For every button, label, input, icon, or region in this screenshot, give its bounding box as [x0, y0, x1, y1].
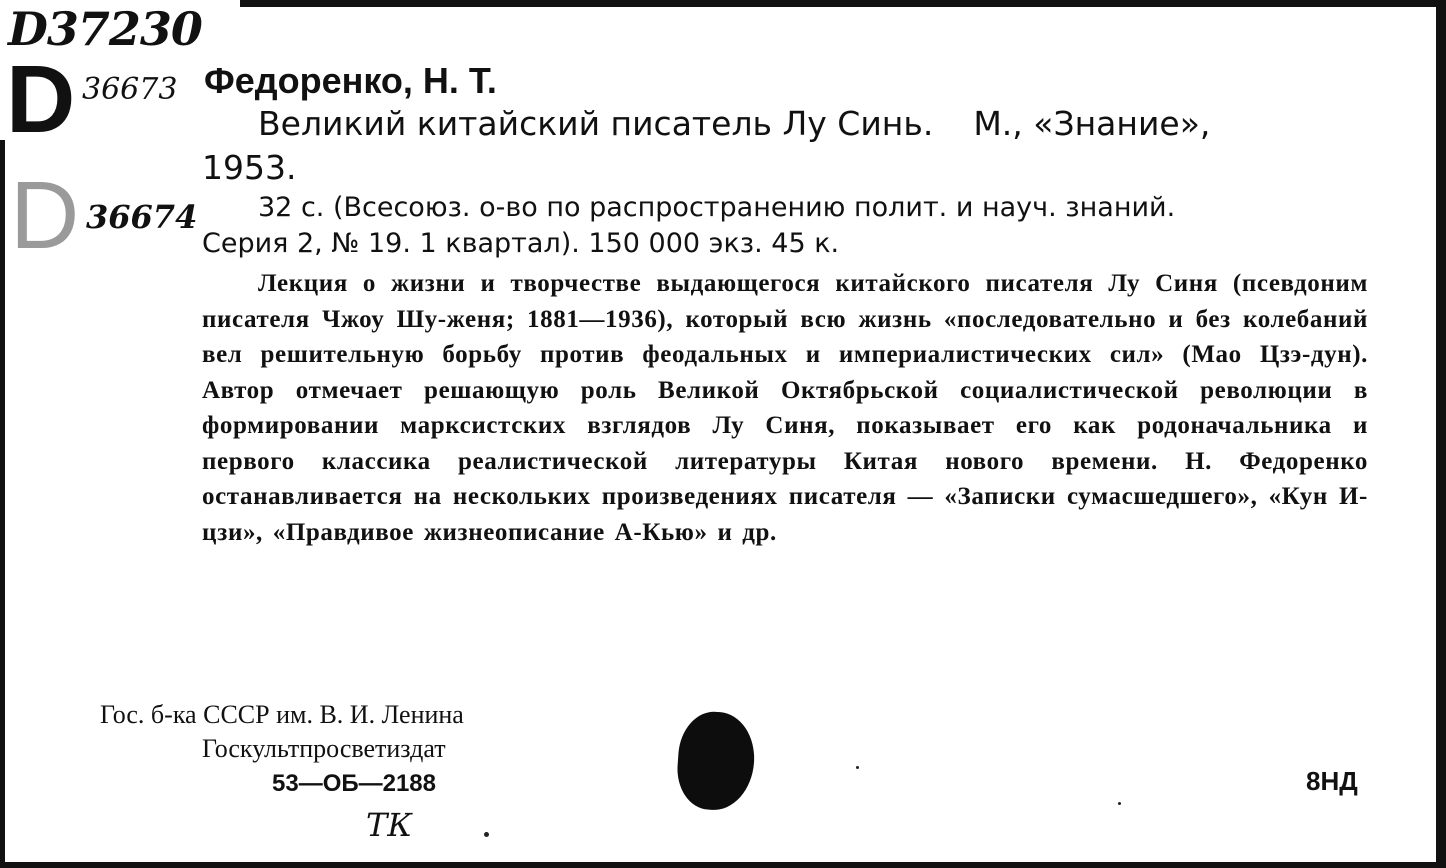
- punch-hole: [675, 709, 758, 812]
- card-edge-right: [1436, 0, 1446, 868]
- physical-description-line-2: Серия 2, № 19. 1 квартал). 150 000 экз. 45 к.: [202, 228, 840, 259]
- handwritten-number-1: 36673: [82, 72, 178, 107]
- annotation-paragraph: Лекция о жизни и творчестве выдающегося китайского писателя Лу Синя (псевдоним писателя Чжоу Шу-женя; 1881—1936), который всю жизнь «последовательно и без колебаний вел решительную борьбу против феодальных и империалистических сил» (Мао Цзэ-дун). Автор отмечает решающую роль Великой Октябрьской социалистической революции в формировании марксистских взглядов Лу Синя, показывает его как родоначальника и первого классика реалистической литературы Китая нового времени. Н. Федоренко останавливается на нескольких произведениях писателя — «Записки сумасшедшего», «Кун И-цзи», «Правдивое жизнеописание А-Кью» и др.: [202, 270, 1368, 546]
- card-edge-left: [0, 140, 5, 868]
- library-imprint: Гос. б-ка СССР им. В. И. Ленина: [100, 700, 464, 729]
- handwritten-big-letter: D: [6, 46, 76, 153]
- physical-description-line-1: 32 с. (Всесоюз. о-во по распространению полит. и науч. знаний.: [258, 192, 1176, 223]
- handwritten-number-2: 36674: [86, 198, 198, 236]
- title-line: [258, 104, 1210, 143]
- place-publisher: М., «Знание»,: [973, 104, 1211, 143]
- card-edge-bottom: [0, 862, 1446, 868]
- handwritten-faint-letter: D: [10, 162, 80, 269]
- speck: [856, 766, 859, 769]
- handwritten-initials: ТК: [366, 806, 413, 844]
- speck: [484, 832, 489, 837]
- publication-year: 1953.: [202, 148, 297, 187]
- book-title: Великий китайский писатель Лу Синь.: [258, 104, 934, 143]
- classification-code: 8НД: [1306, 766, 1358, 796]
- handwritten-call-number: D37230: [8, 2, 202, 56]
- speck: [1118, 802, 1121, 805]
- order-number: 53—ОБ—2188: [272, 770, 437, 797]
- card-edge-top: [240, 0, 1446, 7]
- author-heading: Федоренко, Н. Т.: [204, 60, 497, 101]
- printer-imprint: Госкультпросветиздат: [202, 734, 446, 763]
